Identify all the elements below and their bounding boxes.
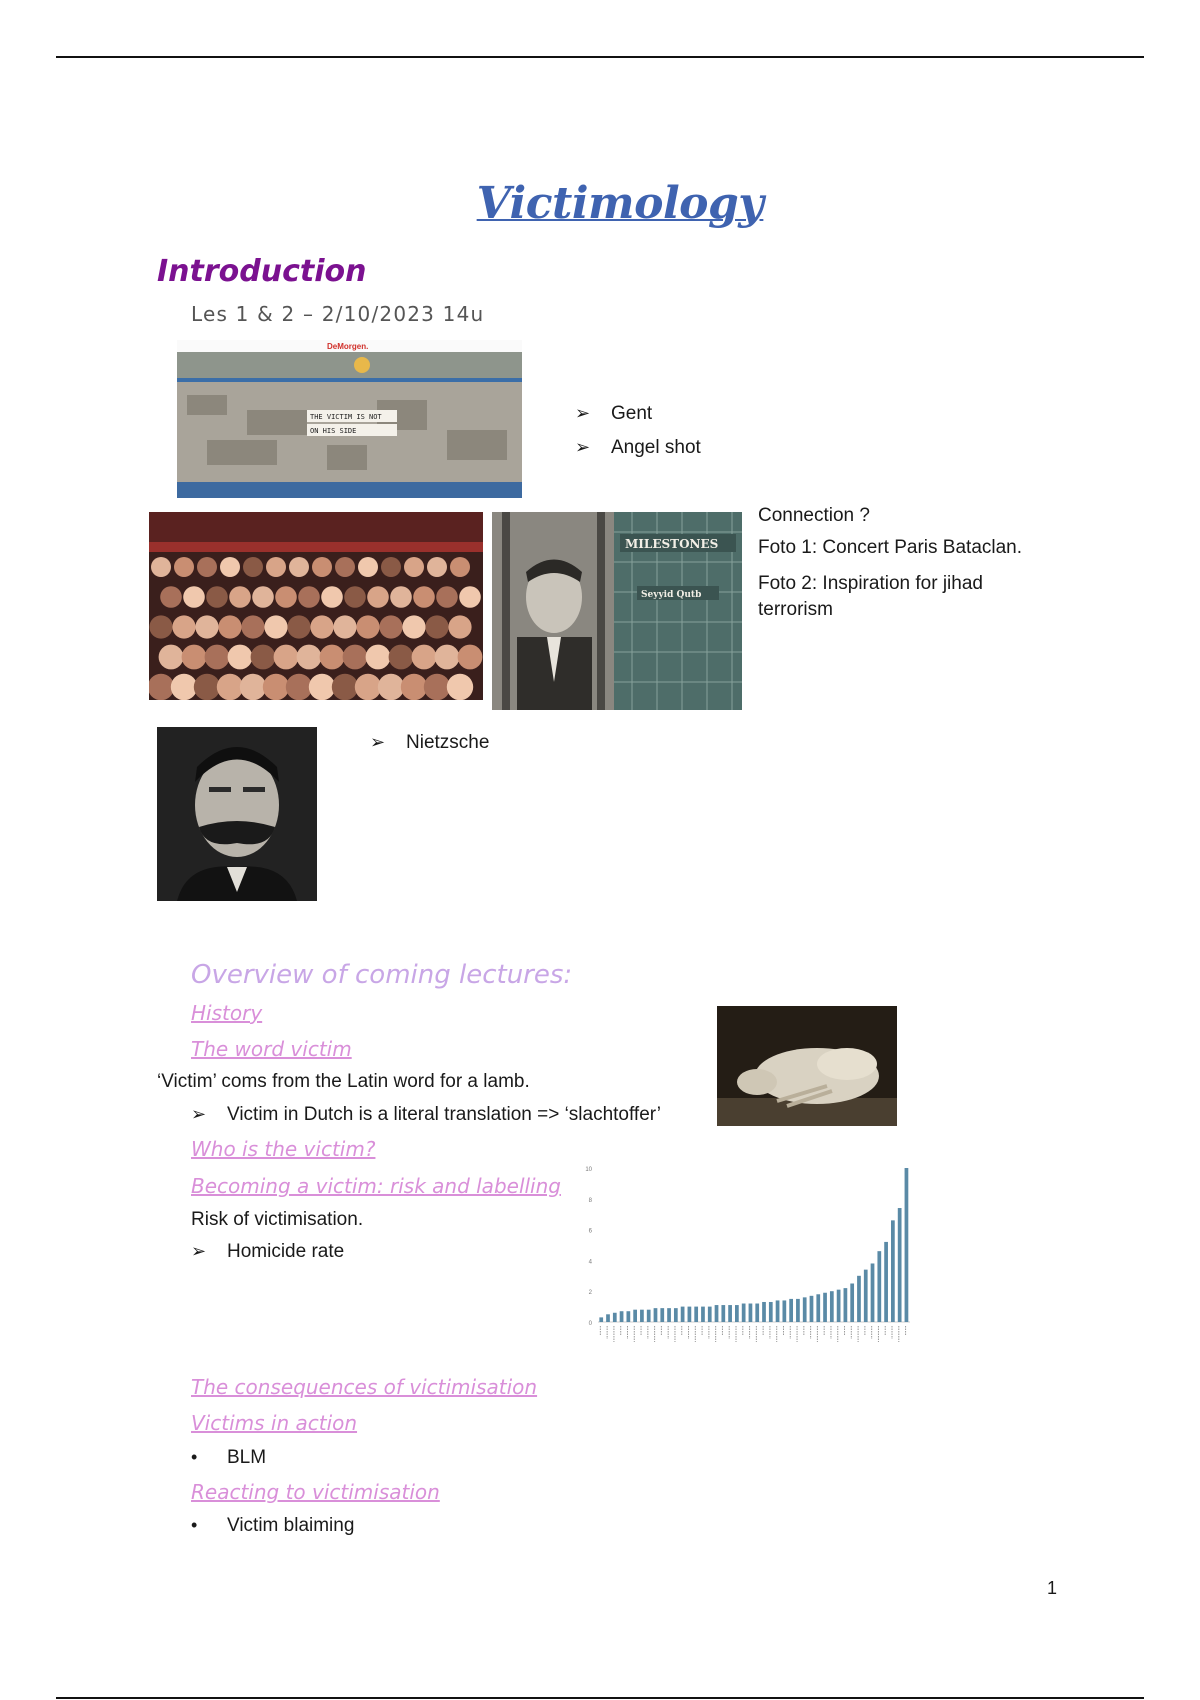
chart-bar	[728, 1305, 732, 1322]
chart-bar	[850, 1284, 854, 1323]
arrow-bullet-icon: ➢	[191, 1104, 207, 1124]
chart-bar	[789, 1299, 793, 1322]
dot-bullet-icon: •	[191, 1447, 198, 1467]
homicide-rate-chart	[580, 1160, 915, 1350]
arrow-bullet-icon: ➢	[370, 732, 386, 752]
chart-bar	[715, 1305, 719, 1322]
chart-bar	[877, 1251, 881, 1322]
nietzsche-portrait	[157, 727, 317, 901]
link-who-is-victim[interactable]: Who is the victim?	[191, 1137, 376, 1161]
chart-svg	[580, 1160, 915, 1350]
chart-bar	[749, 1304, 753, 1322]
foto-2-caption: Foto 2: Inspiration for jihad terrorism	[758, 573, 983, 620]
chart-bar	[769, 1302, 773, 1322]
arrow-bullet-icon: ➢	[575, 437, 591, 457]
bottom-rule	[56, 1697, 1144, 1699]
chart-bar	[694, 1307, 698, 1322]
chart-bar	[844, 1288, 848, 1322]
chart-bar	[871, 1263, 875, 1322]
overview-heading: Overview of coming lectures:	[191, 960, 573, 990]
chart-bar	[762, 1302, 766, 1322]
bullet-blm: • BLM	[191, 1447, 267, 1468]
chart-bar	[620, 1311, 624, 1322]
y-tick-label: 0	[588, 1321, 592, 1327]
lamb-painting	[717, 1006, 897, 1126]
chart-bar	[633, 1310, 637, 1322]
chart-bar	[660, 1308, 664, 1322]
chart-bar	[803, 1297, 807, 1322]
chart-bar	[742, 1304, 746, 1322]
bullet-nietzsche: ➢ Nietzsche	[370, 732, 490, 753]
chart-bar	[721, 1305, 725, 1322]
chart-bar	[898, 1208, 902, 1322]
lesson-subtitle: Les 1 & 2 – 2/10/2023 14u	[191, 302, 485, 326]
chart-bar	[810, 1296, 814, 1322]
chart-bar	[681, 1307, 685, 1322]
chart-bar	[701, 1307, 705, 1322]
dot-bullet-icon: •	[191, 1515, 198, 1535]
chart-bar	[891, 1220, 895, 1322]
banner-line-2: ON HIS SIDE	[310, 427, 357, 435]
link-victims-action[interactable]: Victims in action	[191, 1411, 358, 1435]
bullet-homicide: ➢ Homicide rate	[191, 1241, 345, 1262]
chart-bar	[857, 1276, 861, 1322]
link-word-victim[interactable]: The word victim	[191, 1037, 352, 1061]
chart-bar	[654, 1308, 658, 1322]
chart-bar	[708, 1307, 712, 1322]
y-tick-label: 10	[585, 1167, 592, 1173]
connection-question: Connection ?	[758, 505, 870, 526]
document-title: Victimology	[476, 178, 764, 229]
link-becoming-victim[interactable]: Becoming a victim: risk and labelling	[191, 1174, 561, 1198]
link-consequences[interactable]: The consequences of victimisation	[191, 1375, 538, 1399]
chart-bar	[796, 1299, 800, 1322]
risk-note: Risk of victimisation.	[191, 1209, 364, 1230]
newspaper-photo	[177, 340, 522, 498]
y-tick-label: 4	[588, 1259, 592, 1266]
dutch-note: ➢ Victim in Dutch is a literal translation => ‘slachtoffer’	[191, 1104, 662, 1125]
y-tick-label: 8	[588, 1197, 592, 1204]
chart-bar	[830, 1291, 834, 1322]
latin-note: ‘Victim’ coms from the Latin word for a lamb.	[157, 1071, 530, 1092]
arrow-bullet-icon: ➢	[191, 1241, 207, 1261]
chart-bar	[864, 1270, 868, 1322]
chart-bar	[816, 1294, 820, 1322]
page-number: 1	[1046, 1578, 1057, 1598]
foto-1-caption: Foto 1: Concert Paris Bataclan.	[758, 537, 1023, 558]
top-rule	[56, 56, 1144, 58]
chart-bar	[688, 1307, 692, 1322]
chart-bar	[667, 1308, 671, 1322]
chart-bar	[599, 1317, 603, 1322]
book-author: Seyyid Qutb	[641, 590, 702, 600]
banner-line-1: THE VICTIM IS NOT	[310, 413, 382, 421]
chart-bar	[776, 1300, 780, 1322]
chart-bar	[823, 1293, 827, 1322]
y-tick-label: 2	[588, 1290, 592, 1297]
chart-bar	[884, 1242, 888, 1322]
book-title: MILESTONES	[625, 537, 719, 551]
chart-bar	[837, 1290, 841, 1322]
chart-bar	[782, 1300, 786, 1322]
concert-crowd-photo	[149, 512, 483, 700]
chart-bar	[640, 1310, 644, 1322]
y-tick-label: 6	[588, 1228, 592, 1235]
arrow-bullet-icon: ➢	[575, 403, 591, 423]
qutb-book-photo	[492, 512, 742, 710]
chart-bar	[626, 1311, 630, 1322]
chart-bar	[647, 1310, 651, 1322]
chart-bar	[735, 1305, 739, 1322]
bullet-angel-shot: ➢ Angel shot	[575, 437, 701, 458]
link-history[interactable]: History	[191, 1001, 263, 1025]
newspaper-logo: DeMorgen.	[327, 342, 369, 351]
chart-bar	[674, 1308, 678, 1322]
bullet-victim-blaming: • Victim blaiming	[191, 1515, 355, 1536]
chart-bar	[613, 1313, 617, 1322]
link-reacting[interactable]: Reacting to victimisation	[191, 1480, 440, 1504]
bullet-gent: ➢ Gent	[575, 403, 653, 424]
introduction-heading: Introduction	[157, 254, 367, 289]
chart-bar	[755, 1304, 759, 1322]
chart-bar	[606, 1314, 610, 1322]
chart-bar	[905, 1168, 909, 1322]
